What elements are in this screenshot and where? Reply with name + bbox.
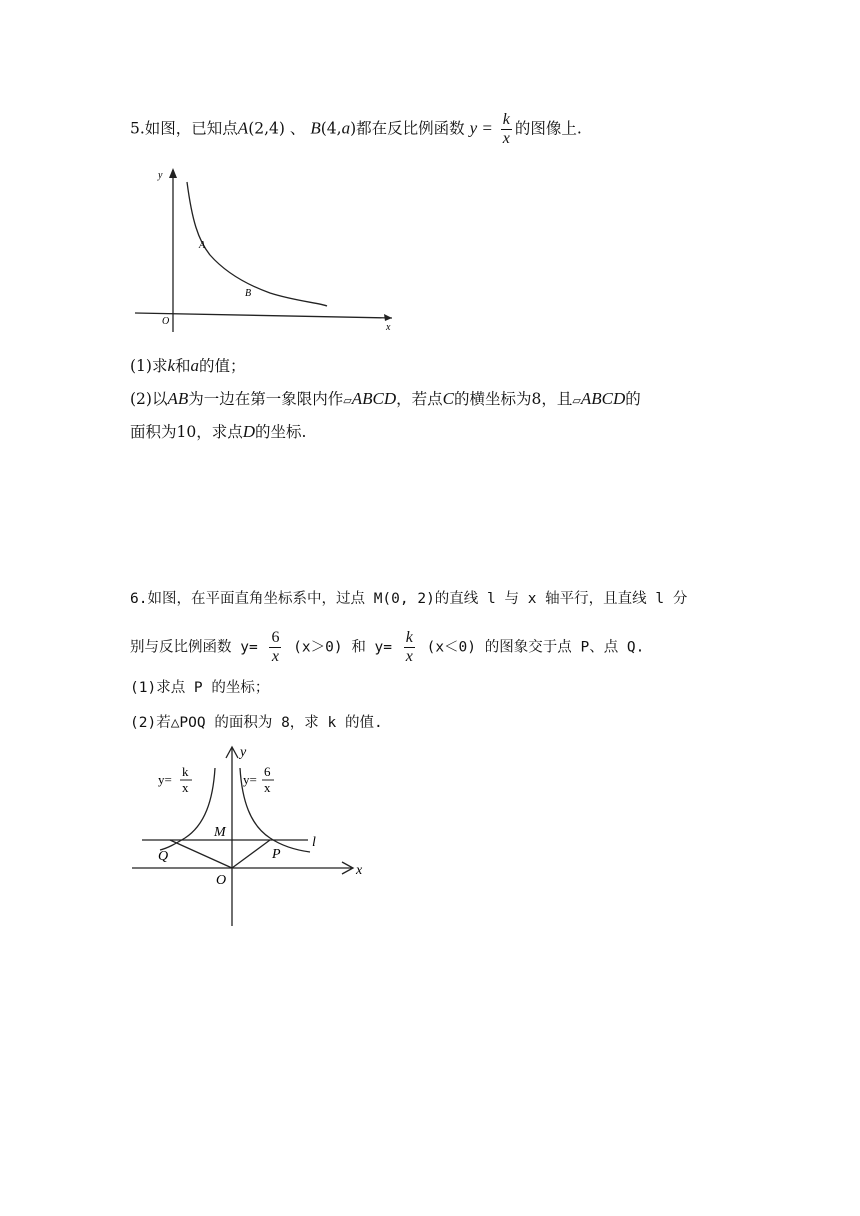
p5-y-arrow bbox=[169, 168, 177, 178]
p6-question-2: (2)若△POQ 的面积为 8，求 k 的值. bbox=[130, 715, 383, 731]
p6-origin-label: O bbox=[216, 873, 227, 888]
p6-point-q-label: Q bbox=[158, 849, 169, 864]
p5-fraction: $\frac{k}{x}$ bbox=[502, 111, 510, 147]
p5-question-2: (2)以AB为一边在第一象限内作▱ABCD，若点C的横坐标为8，且▱ABCD的 bbox=[130, 389, 641, 408]
p6-fraction-k-over-x: $\frac{k}{x}$ bbox=[405, 629, 413, 665]
p6-left-curve-y: y= bbox=[158, 772, 172, 787]
p6-line-l-label: l bbox=[312, 835, 316, 850]
p5-y-label: y bbox=[158, 170, 163, 181]
p5-x-label: x bbox=[386, 322, 391, 333]
p5-x-arrow bbox=[384, 314, 392, 321]
p6-figure bbox=[130, 740, 380, 930]
p6-x-axis-label: x bbox=[356, 863, 363, 878]
p6-right-curve-den: x bbox=[264, 780, 271, 795]
p5-curve bbox=[187, 182, 327, 306]
p5-figure bbox=[130, 160, 400, 340]
p5-point-a-label: A bbox=[199, 240, 206, 251]
p6-left-curve-den: x bbox=[182, 780, 189, 795]
p6-point-p-label: P bbox=[272, 847, 281, 862]
p5-question-1: (1)求k和a的值； bbox=[130, 356, 246, 375]
p5-statement: 5.如图，已知点A(2,4) 、 B(4,a)都在反比例函数 y = $\frac{k}{x}$ 的图像上. bbox=[130, 111, 582, 147]
p6-point-m-label: M bbox=[214, 825, 226, 840]
p6-right-curve-num: 6 bbox=[264, 764, 271, 779]
p6-right-curve-y: y= bbox=[243, 772, 257, 787]
p5-origin-label: O bbox=[162, 316, 170, 327]
p6-segment-po bbox=[232, 840, 270, 868]
p5-question-2-cont: 面积为10，求点D的坐标. bbox=[130, 422, 307, 441]
p6-statement-line-1: 6.如图，在平面直角坐标系中，过点 M(0, 2)的直线 l 与 x 轴平行，且直线 l 分 bbox=[130, 591, 688, 607]
p6-y-axis-label: y bbox=[240, 745, 247, 760]
p6-segment-qo bbox=[170, 840, 232, 868]
p6-left-curve-num: k bbox=[182, 764, 189, 779]
p5-point-b-label: B bbox=[245, 288, 252, 299]
p6-question-1: (1)求点 P 的坐标； bbox=[130, 680, 270, 696]
p6-fraction-6-over-x: $\frac{6}{x}$ bbox=[271, 629, 280, 665]
p6-statement-line-2: 别与反比例函数 y= $\frac{6}{x}$ (x＞0) 和 y= $\frac{k}{x}$ (x＜0) 的图象交于点 P、点 Q. bbox=[130, 629, 645, 665]
